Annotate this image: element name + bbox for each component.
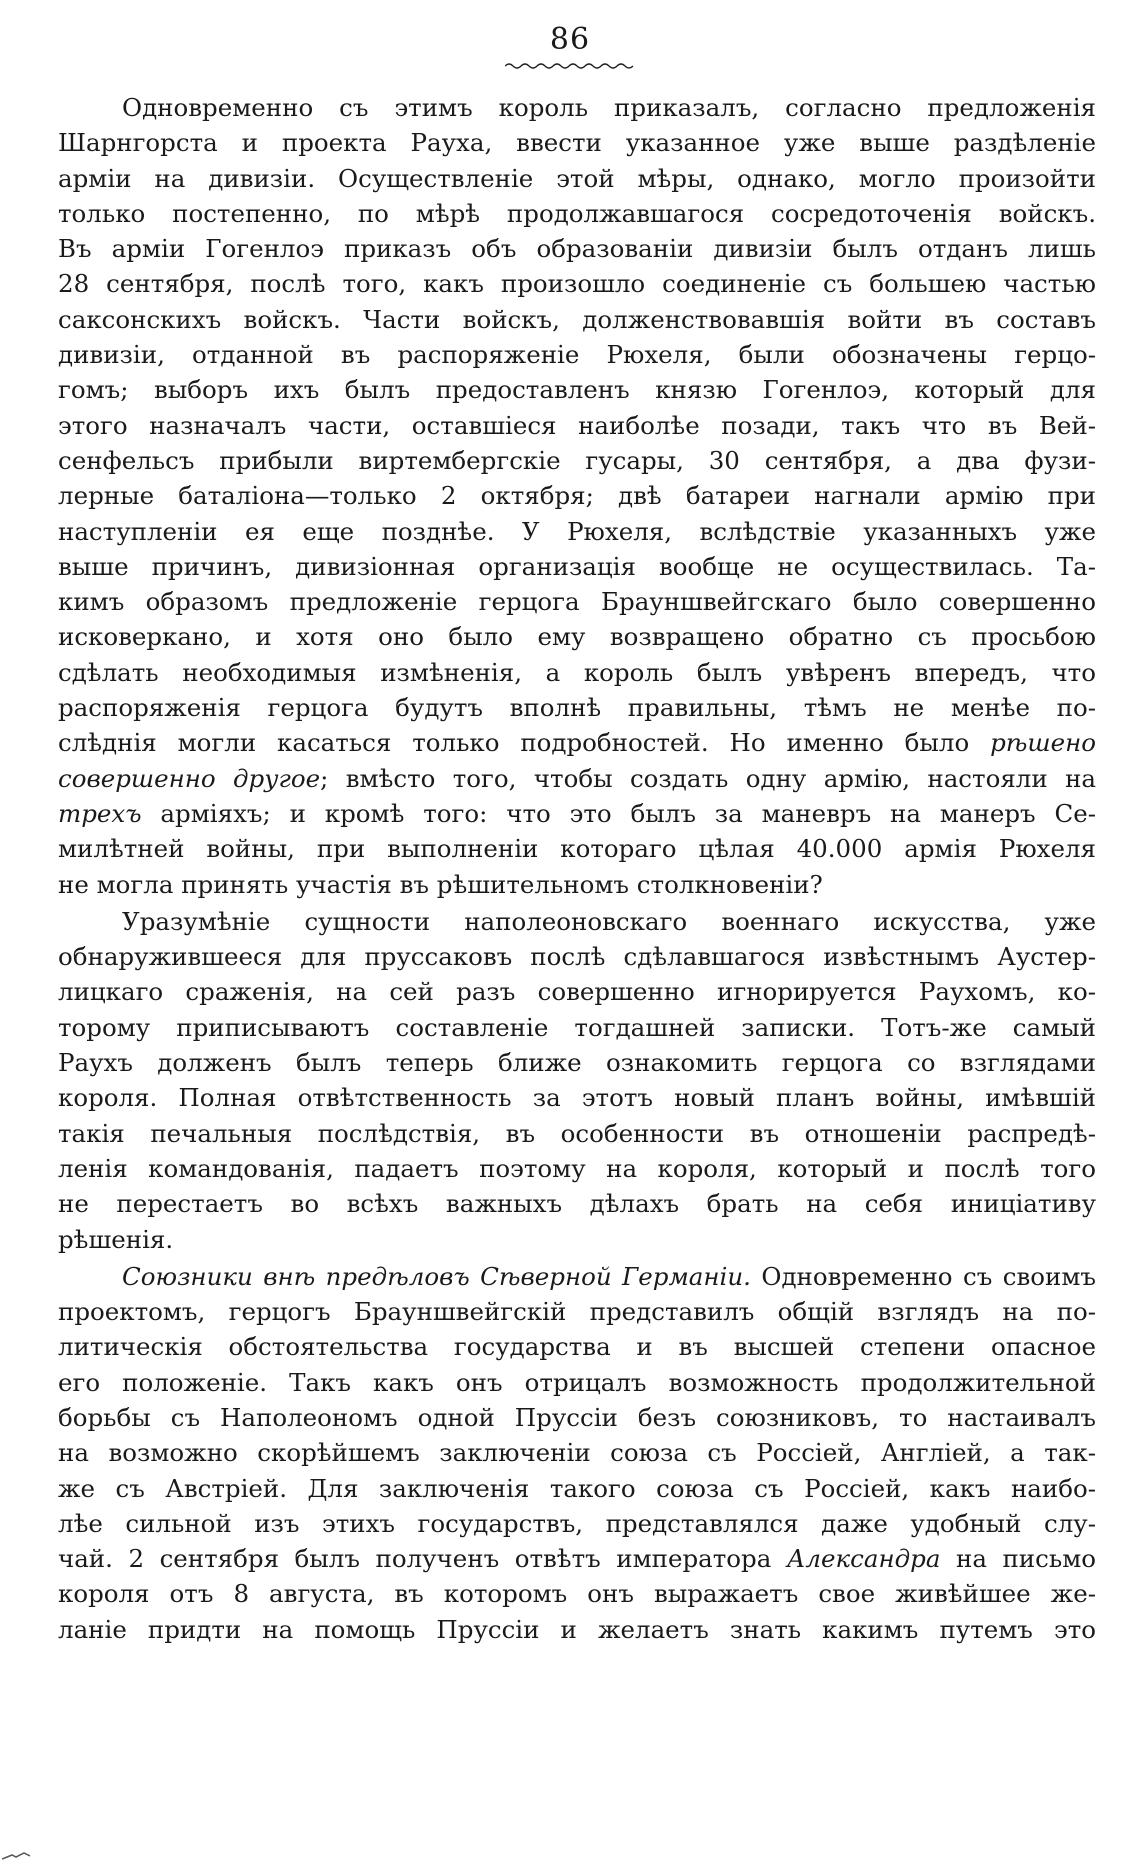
page-number-rule: [505, 62, 635, 70]
scan-artifact: [2, 1847, 32, 1861]
text-line: не перестаетъ во всѣхъ важныхъ дѣлахъ брать на себя иниціативу: [58, 1189, 1096, 1219]
text-line: проектомъ, герцогъ Брауншвейгскій представилъ общій взглядъ на по-: [58, 1297, 1096, 1327]
text-line: лицкаго сраженія, на сей разъ совершенно игнорируется Раухомъ, ко-: [58, 977, 1096, 1007]
text-line: наступленіи ея еще позднѣе. У Рюхеля, вслѣдствіе указанныхъ уже: [58, 516, 1096, 546]
text-line: саксонскихъ войскъ. Части войскъ, долженствовавшія войти въ составъ: [58, 304, 1096, 334]
text-line: Раухъ долженъ былъ теперь ближе ознакомить герцога со взглядами: [58, 1048, 1096, 1078]
text-line: не могла принять участія въ рѣшительномъ столкновеніи?: [58, 869, 823, 899]
text-line: лѣе сильной изъ этихъ государствъ, представлялся даже удобный слу-: [58, 1508, 1096, 1538]
text-line: лерные баталіона—только 2 октября; двѣ батареи нагнали армію при: [58, 481, 1096, 511]
text-line: [58, 1259, 1096, 1294]
text-line: только постепенно, по мѣрѣ продолжавшагося сосредоточенія войскъ.: [58, 198, 1096, 228]
text-line: ланіе придти на помощь Пруссіи и желаетъ знать какимъ путемъ это: [58, 1614, 1096, 1644]
text-line: совершенно другое; вмѣсто того, чтобы создать одну армію, настояли на: [58, 763, 1096, 793]
text-fragment: на письмо: [956, 1544, 1096, 1574]
text-line: трехъ арміяхъ; и кромѣ того: что это былъ за маневръ на манеръ Се-: [58, 798, 1096, 828]
text-line: борьбы съ Наполеономъ одной Пруссіи безъ союзниковъ, то настаивалъ: [58, 1402, 1096, 1432]
text-line: же съ Австріей. Для заключенія такого союза съ Россіей, какъ наибо-: [58, 1473, 1096, 1503]
section-heading: Союзники внѣ предѣловъ Сѣверной Германіи.: [122, 1261, 751, 1291]
text-line: короля. Полная отвѣтственность за этотъ новый планъ войны, имѣвшій: [58, 1083, 1096, 1113]
text-fragment: Одновременно съ своимъ: [750, 1261, 1096, 1291]
text-line: его положеніе. Такъ какъ онъ отрицалъ возможность продолжительной: [58, 1367, 1096, 1397]
text-line: милѣтней войны, при выполненіи котораго цѣлая 40.000 армія Рюхеля: [58, 834, 1096, 864]
text-line: рѣшенія.: [58, 1224, 174, 1254]
text-line: арміи на дивизіи. Осуществленіе этой мѣры, однако, могло произойти: [58, 163, 1096, 193]
italic-emphasis: рѣшено: [990, 728, 1096, 758]
text-line: этого назначалъ части, оставшіеся наиболѣе позади, такъ что въ Вей-: [58, 410, 1096, 440]
text-line: на возможно скорѣйшемъ заключеніи союза съ Россіей, Англіей, а так-: [58, 1438, 1096, 1468]
text-line: Одновременно съ этимъ король приказалъ, согласно предложенія: [122, 93, 1096, 122]
text-line: ленія командованія, падаетъ поэтому на короля, который и послѣ того: [58, 1153, 1096, 1183]
text-line: распоряженія герцога будутъ вполнѣ правильны, тѣмъ не менѣе по-: [58, 693, 1096, 723]
text-line: гомъ; выборъ ихъ былъ предоставленъ князю Гогенлоэ, который для: [58, 375, 1096, 405]
text-line: 28 сентября, послѣ того, какъ произошло соединеніе съ большею частью: [58, 269, 1096, 299]
text-line: слѣднія могли касаться только подробностей. Но именно было рѣшено: [58, 728, 1096, 758]
text-line: обнаружившееся для пруссаковъ послѣ сдѣлавшагося извѣстнымъ Аустер-: [58, 942, 1096, 972]
body-text: [58, 90, 1096, 1647]
text-line: сдѣлать необходимыя измѣненія, а король былъ увѣренъ впередъ, что: [58, 657, 1096, 687]
text-line: короля отъ 8 августа, въ которомъ онъ выражаетъ свое живѣйшее же-: [58, 1579, 1096, 1609]
text-line: [58, 1541, 1096, 1576]
text-line: такія печальныя послѣдствія, въ особенности въ отношеніи распредѣ-: [58, 1118, 1096, 1148]
text-line: дивизіи, отданной въ распоряженіе Рюхеля, были обозначены герцо-: [58, 340, 1096, 370]
text-line: литическія обстоятельства государства и въ высшей степени опасное: [58, 1332, 1096, 1362]
text-line: сенфельсъ прибыли виртембергскіе гусары, 30 сентября, а два фузи-: [58, 445, 1096, 475]
italic-emphasis: трехъ: [58, 798, 142, 828]
text-line: торому приписываютъ составленіе тогдашней записки. Тотъ-же самый: [58, 1012, 1096, 1042]
text-fragment: чай. 2 сентября былъ полученъ отвѣтъ императора: [58, 1544, 787, 1574]
text-line: выше причинъ, дивизіонная организація вообще не осуществилась. Та-: [58, 551, 1096, 581]
text-line: Уразумѣніе сущности наполеоновскаго военнаго искусства, уже: [122, 906, 1096, 936]
page-number: 86: [549, 22, 591, 57]
text-line: исковеркано, и хотя оно было ему возвращено обратно съ просьбою: [58, 622, 1096, 652]
text-line: Шарнгорста и проекта Рауха, ввести указанное уже выше раздѣленіе: [58, 128, 1096, 158]
emperor-name: Александра: [786, 1544, 941, 1574]
text-line: кимъ образомъ предложеніе герцога Брауншвейгскаго было совершенно: [58, 587, 1096, 617]
text-line: Въ арміи Гогенлоэ приказъ объ образованіи дивизіи былъ отданъ лишь: [58, 234, 1096, 264]
italic-emphasis: совершенно другое: [58, 763, 321, 793]
